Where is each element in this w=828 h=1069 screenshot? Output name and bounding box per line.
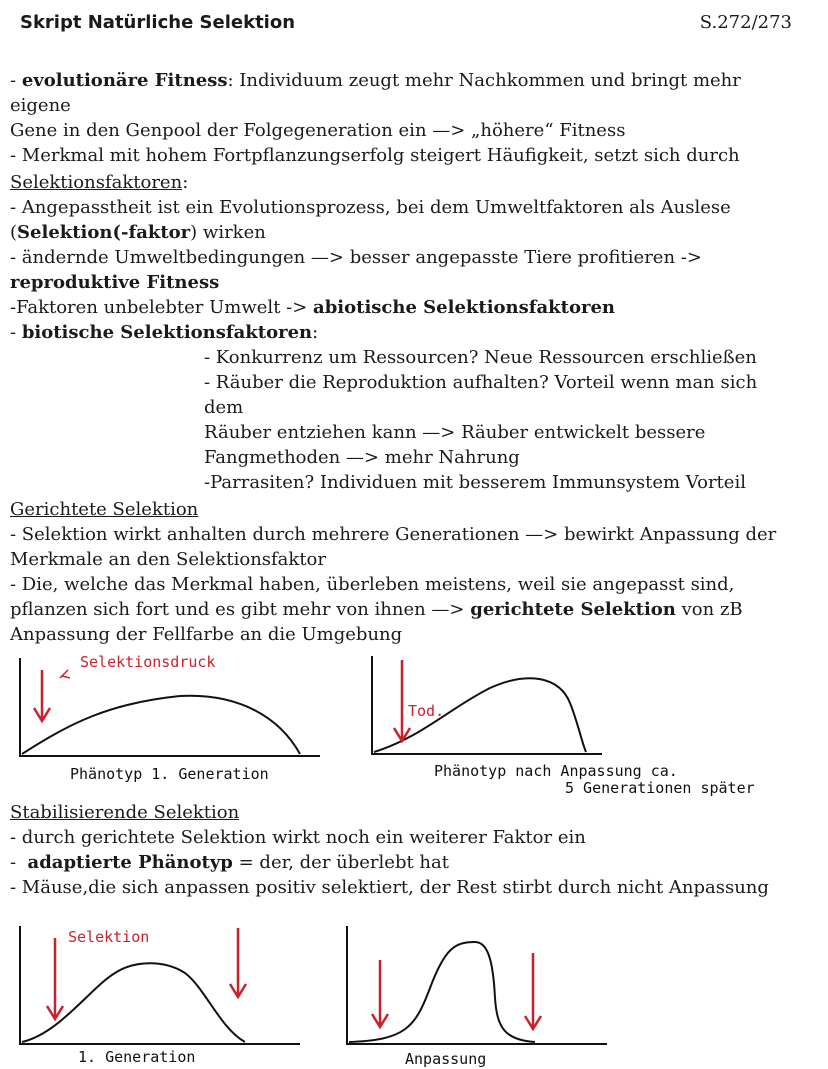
sketch-1a-arrow-icon (34, 670, 50, 721)
sketch-2a-right-arrow-icon (230, 928, 246, 997)
stabilisierende-heading (10, 800, 800, 825)
sf-line-5-bold: abiotische Selektionsfaktoren (313, 297, 615, 318)
st-line-1: - durch gerichtete Selektion wirkt noch ein weiterer Faktor ein (10, 827, 586, 848)
sketch-2b-curve (349, 942, 535, 1042)
gerichtete-section (10, 497, 800, 647)
sketch-1a-caption: Phänotyp 1. Generation (70, 765, 269, 783)
sf-line-2-bold: Selektion(-faktor (17, 222, 191, 243)
biotic-line-1: - Konkurrenz um Ressourcen? Neue Ressourcen erschließen (204, 347, 757, 368)
gs-line-4-pre: pflanzen sich fort und es gibt mehr von ihnen —> (10, 599, 471, 620)
fitness-def-a: : Individuum zeugt mehr Nachkommen und bringt mehr eigene (10, 70, 741, 116)
merkmal-line: - Merkmal mit hohem Fortpflanzungserfolg steigert Häufigkeit, setzt sich durch (10, 145, 740, 166)
st-line-3: - Mäuse,die sich anpassen positiv selektiert, der Rest stirbt durch nicht Anpassung (10, 877, 769, 898)
sketch-1a-curve (22, 696, 300, 754)
sf-line-6-bold: biotische Selektionsfaktoren (21, 322, 313, 343)
sketch-2a-caption: 1. Generation (78, 1048, 196, 1066)
stabilisierende-section (10, 800, 800, 900)
sketch-2b-right-arrow-icon (525, 953, 541, 1029)
selektionsfaktoren-section (10, 170, 800, 495)
gs-line-4-bold: gerichtete Selektion (470, 599, 676, 620)
sketch-stabilizing-first-generation (0, 918, 330, 1068)
gs-line-3: - Die, welche das Merkmal haben, überleben meistens, weil sie angepasst sind, (10, 574, 735, 595)
fitness-line-1: - evolutionäre Fitness: Individuum zeugt mehr Nachkommen und bringt mehr eigene (10, 70, 741, 116)
sf-line-2: (Selektion(-faktor) wirken (10, 222, 266, 243)
sketch-1b-annotation: Tod. (408, 702, 445, 720)
gerichtete-heading-text: Gerichtete Selektion (10, 499, 199, 520)
sketch-1b-arrow-icon (394, 660, 410, 741)
sketch-2a-left-arrow-icon (47, 938, 63, 1019)
gs-line-4 (10, 597, 800, 622)
sketch-stabilizing-adaptation (335, 918, 625, 1068)
sketch-1a-annotation: Selektionsdruck (80, 653, 216, 671)
sketch-after-adaptation (360, 648, 760, 808)
sketch-2b-caption: Anpassung (405, 1050, 487, 1068)
intro-section (10, 68, 800, 168)
gerichtete-heading (10, 497, 800, 522)
page-title: Skript Natürliche Selektion (20, 12, 296, 33)
sketch-1a-pointer-icon (60, 670, 70, 678)
selektionsfaktoren-heading: Selektionsfaktoren: (10, 172, 189, 193)
sf-line-1: - Angepasstheit ist ein Evolutionsprozess, bei dem Umweltfaktoren als Auslese (10, 197, 731, 218)
sketch-1b-caption-2: 5 Generationen später (565, 779, 755, 797)
biotic-line-3: Räuber entziehen kann —> Räuber entwickelt bessere (204, 422, 706, 443)
sf-line-3: - ändernde Umweltbedingungen —> besser angepasste Tiere profitieren -> (10, 247, 702, 268)
sketch-1b-curve (374, 678, 586, 752)
sf-line-6: - biotische Selektionsfaktoren: (10, 322, 319, 343)
sf-line-2-rest: ) wirken (190, 222, 266, 243)
fitness-term: evolutionäre Fitness (21, 70, 228, 91)
gs-line-2: Merkmale an den Selektionsfaktor (10, 549, 326, 570)
gs-line-5: Anpassung der Fellfarbe an die Umgebung (10, 624, 403, 645)
biotic-line-2: - Räuber die Reproduktion aufhalten? Vorteil wenn man sich dem (204, 372, 758, 418)
sketch-2a-axes (20, 926, 300, 1044)
gs-line-4-post: von zB (675, 599, 743, 620)
sf-line-4-bold: reproduktive Fitness (10, 272, 220, 293)
sketch-2b-left-arrow-icon (372, 960, 388, 1027)
selektionsfaktoren-heading-text: Selektionsfaktoren (10, 172, 183, 193)
biotic-line-4: Fangmethoden —> mehr Nahrung (204, 447, 520, 468)
sketch-first-generation (0, 648, 340, 793)
sketch-1b-caption-1: Phänotyp nach Anpassung ca. (434, 762, 678, 780)
st-line-2-bold: adaptierte Phänotyp (27, 852, 233, 873)
sf-line-4 (10, 270, 800, 295)
sf-line-5 (10, 295, 800, 320)
sketch-2b-axes (347, 926, 607, 1044)
st-line-2-rest: = der, der überlebt hat (232, 852, 449, 873)
st-line-2: - adaptierte Phänotyp = der, der überlebt hat (10, 852, 449, 873)
stabilisierende-heading-text: Stabilisierende Selektion (10, 802, 240, 823)
gs-line-1: - Selektion wirkt anhalten durch mehrere Generationen —> bewirkt Anpassung der (10, 524, 777, 545)
sketch-2a-annotation: Selektion (68, 928, 150, 946)
sf-line-5-pre: -Faktoren unbelebter Umwelt -> (10, 297, 314, 318)
biotic-line-5: -Parrasiten? Individuen mit besserem Immunsystem Vorteil (204, 472, 746, 493)
fitness-line-2: Gene in den Genpool der Folgegeneration ein —> „höhere“ Fitness (10, 120, 626, 141)
page-reference: S.272/273 (699, 12, 792, 33)
